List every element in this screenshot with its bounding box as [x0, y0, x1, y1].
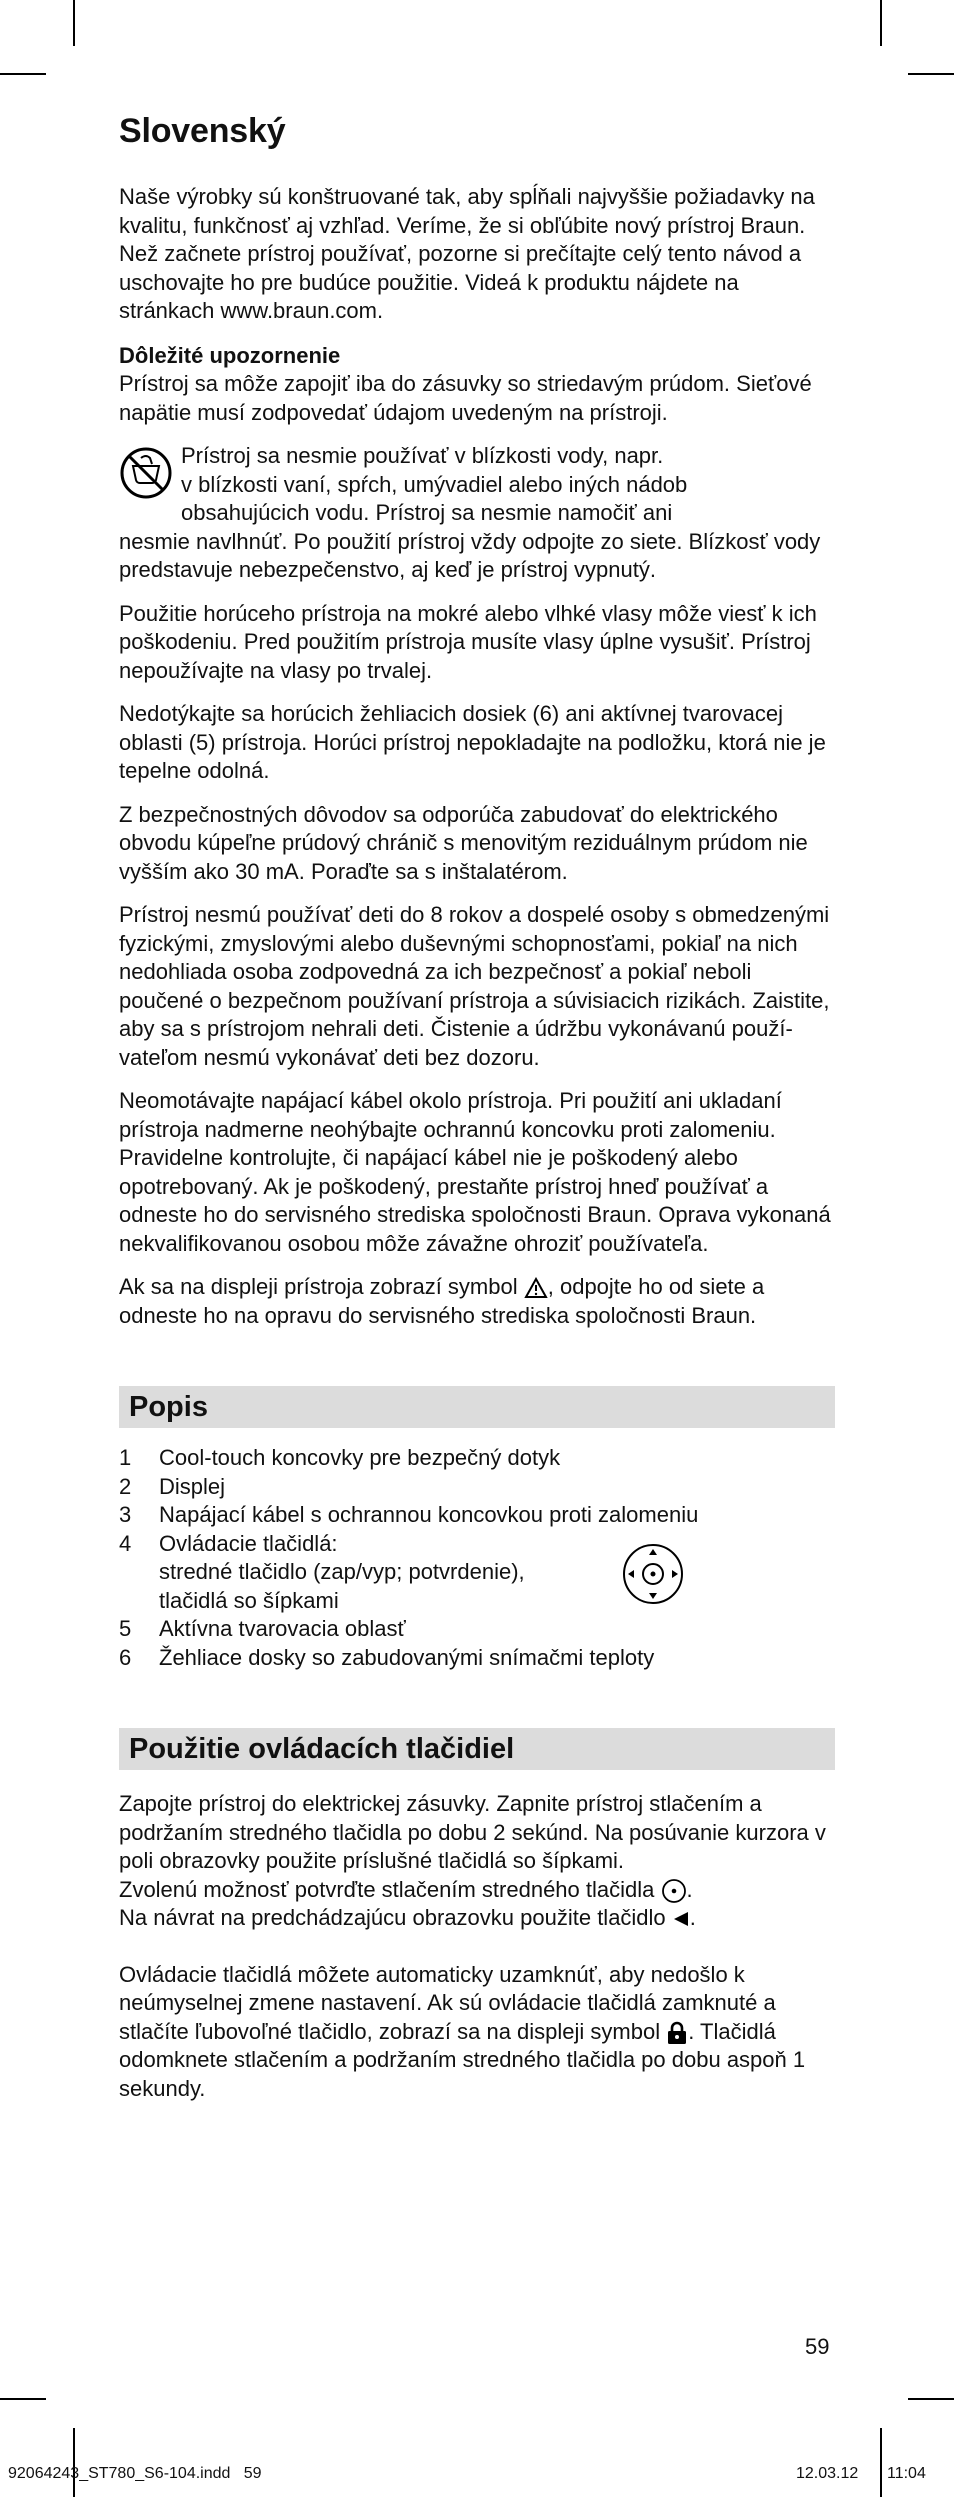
parts-list-text: stredné tlačidlo (zap/vyp; potvrdenie), — [159, 1559, 525, 1584]
lock-paragraph: Ovládacie tlačidlá môžete automaticky uzamknúť, aby nedošlo k neúmyselnej zmene nastavení. Ak sú ovládacie tlačidlá zamknuté a stlačíte ľubovoľné tlačidlo, zobrazí sa na displeji symbol . Tlačidlá odomknete stlačením a podržaním stredného tlačidla po dobu aspoň 1 sekundy. — [119, 1961, 806, 2101]
children-paragraph: Prístroj nesmú používať deti do 8 rokov a dospelé osoby s obmedzenými fyzickými, zmyslovými alebo duševnými schopnosťami, pokiaľ na nich nedohliada osoba zodpovedná za ich bezpečnosť a pokiaľ neboli poučené o bezpečnom používaní prístroja a súvisiacich rizikách. Zaistite, aby sa s prístrojom nehrali deti. Čistenie a údržbu vykonávanú použí-vateľom nesmú vykonávať deti bez dozoru. — [119, 902, 830, 1070]
parts-list-number: 4 — [119, 1530, 132, 1556]
parts-list-number: 2 — [119, 1473, 132, 1499]
water-line-2: v blízkosti vaní, spŕch, umývadiel alebo iných nádob — [181, 471, 688, 497]
usage-heading: Použitie ovládacích tlačidiel — [129, 1732, 515, 1765]
parts-list-number — [119, 1558, 159, 1587]
popis-section-header — [119, 1386, 835, 1428]
parts-list-text: tlačidlá so šípkami — [159, 1587, 339, 1613]
water-line-3: obsahujúcich vodu. Prístroj sa nesmie namočiť ani — [181, 500, 673, 525]
footer-date: 12.03.12 — [796, 2465, 859, 2482]
parts-list-number: 6 — [119, 1644, 132, 1670]
footer-file-info: 92064243_ST780_S6-104.indd 59 — [8, 2465, 262, 2482]
crop-mark — [0, 2398, 46, 2400]
rcd-paragraph: Z bezpečnostných dôvodov sa odporúča zabudovať do elektrického obvodu kúpeľne prúdový chránič s menovitým reziduálnym prúdom nie vyšším ako 30 mA. Poraďte sa s inštalatérom. — [119, 801, 808, 884]
page-content — [119, 100, 835, 2103]
crop-mark — [908, 2398, 954, 2400]
parts-list-number: 5 — [119, 1616, 132, 1641]
usage-back-line: Na návrat na predchádzajúcu obrazovku použite tlačidlo . — [119, 1905, 696, 1930]
water-line-1: Prístroj sa nesmie používať v blízkosti vody, napr. — [181, 443, 664, 468]
lock-icon — [666, 2021, 688, 2045]
crop-mark — [880, 0, 882, 46]
parts-list-number: 3 — [119, 1502, 132, 1527]
cable-paragraph-1: Neomotávajte napájací kábel okolo prístroja. Pri použití ani ukladaní prístroja nadmerne neohýbajte ochrannú koncovku proti zalomeniu. — [119, 1088, 782, 1142]
important-heading: Dôležité upozornenie — [119, 342, 341, 368]
parts-list-item — [119, 1530, 835, 1559]
cable-paragraph-2: Pravidelne kontrolujte, či napájací kábel nie je poškodený alebo opotrebovaný. Ak je poškodený, prestaňte prístroj hneď používať a odneste ho do servisného strediska spoločnosti Braun. Oprava vykonaná nekvalifikovanou osobou môže závažne ohroziť používateľa. — [119, 1145, 831, 1256]
page-number: 59 — [805, 2334, 830, 2359]
parts-list-text: Aktívna tvarovacia oblasť — [159, 1616, 406, 1641]
usage-section-header — [119, 1728, 835, 1770]
crop-mark — [73, 0, 75, 46]
power-paragraph: Prístroj sa môže zapojiť iba do zásuvky so striedavým prúdom. Sieťové napätie musí zodpovedať údajom uvedeným na prístroji. — [119, 371, 812, 425]
parts-list-text: Cool-touch koncovky pre bezpečný dotyk — [159, 1445, 561, 1470]
no-water-icon — [119, 446, 173, 500]
parts-list-item — [119, 1615, 835, 1644]
parts-list-item — [119, 1587, 835, 1616]
crop-mark — [908, 73, 954, 75]
intro-paragraph: Naše výrobky sú konštruované tak, aby spĺňali najvyššie požiadavky na kvalitu, funkčnosť aj vzhľad. Veríme, že si obľúbite nový prístroj Braun. Než začnete prístroj používať, pozorne si prečítajte celý tento návod a uschovajte ho pre budúce použitie. Videá k produktu nájdete na stránkach www.braun.com. — [119, 184, 815, 323]
parts-list-text: Žehliace dosky so zabudovanými snímačmi teploty — [159, 1644, 655, 1670]
center-button-icon — [661, 1878, 687, 1904]
parts-list-text: Napájací kábel s ochrannou koncovkou proti zalomeniu — [159, 1502, 699, 1527]
control-pad-icon — [621, 1542, 685, 1606]
back-arrow-icon — [672, 1910, 690, 1928]
crop-mark — [0, 73, 46, 75]
water-rest: nesmie navlhnúť. Po použití prístroj vždy odpojte zo siete. Blízkosť vody predstavuje nebezpečenstvo, aj keď je prístroj vypnutý. — [119, 528, 821, 582]
footer-time: 11:04 — [887, 2465, 926, 2482]
parts-list-item — [119, 1473, 835, 1502]
parts-list-item — [119, 1558, 835, 1587]
parts-list-text: Displej — [159, 1473, 226, 1499]
crop-mark — [880, 2428, 882, 2497]
parts-list-text: Ovládacie tlačidlá: — [159, 1530, 338, 1556]
usage-confirm-line: Zvolenú možnosť potvrďte stlačením stredného tlačidla . — [119, 1876, 835, 1905]
parts-list-item — [119, 1501, 835, 1530]
parts-list-item — [119, 1444, 835, 1473]
page-title: Slovenský — [119, 112, 286, 150]
hot-hair-paragraph: Použitie horúceho prístroja na mokré alebo vlhké vlasy môže viesť k ich poškodeniu. Pred použitím prístroja musíte vlasy úplne vysušiť. Prístroj nepoužívajte na vlasy po trvalej. — [119, 600, 817, 683]
warning-triangle-icon — [524, 1277, 548, 1299]
parts-list — [119, 1444, 835, 1672]
parts-list-number: 1 — [119, 1445, 132, 1470]
usage-paragraph-1: Zapojte prístroj do elektrickej zásuvky. Zapnite prístroj stlačením a podržaním stredného tlačidla po dobu 2 sekúnd. Na posúvanie kurzora v poli obrazovky použite príslušné tlačidlá so šípkami. — [119, 1791, 826, 1873]
symbol-paragraph: Ak sa na displeji prístroja zobrazí symbol , odpojte ho od siete a odneste ho na opravu do servisného strediska spoločnosti Braun. — [119, 1274, 765, 1328]
crop-mark — [73, 2428, 75, 2497]
parts-list-item — [119, 1644, 835, 1673]
popis-heading: Popis — [129, 1390, 208, 1423]
plates-paragraph: Nedotýkajte sa horúcich žehliacich dosiek (6) ani aktívnej tvarovacej oblasti (5) prístroja. Horúci prístroj nepokladajte na podložku, ktorá nie je tepelne odolná. — [119, 701, 826, 783]
water-warning — [119, 442, 835, 585]
parts-list-number — [119, 1587, 159, 1616]
